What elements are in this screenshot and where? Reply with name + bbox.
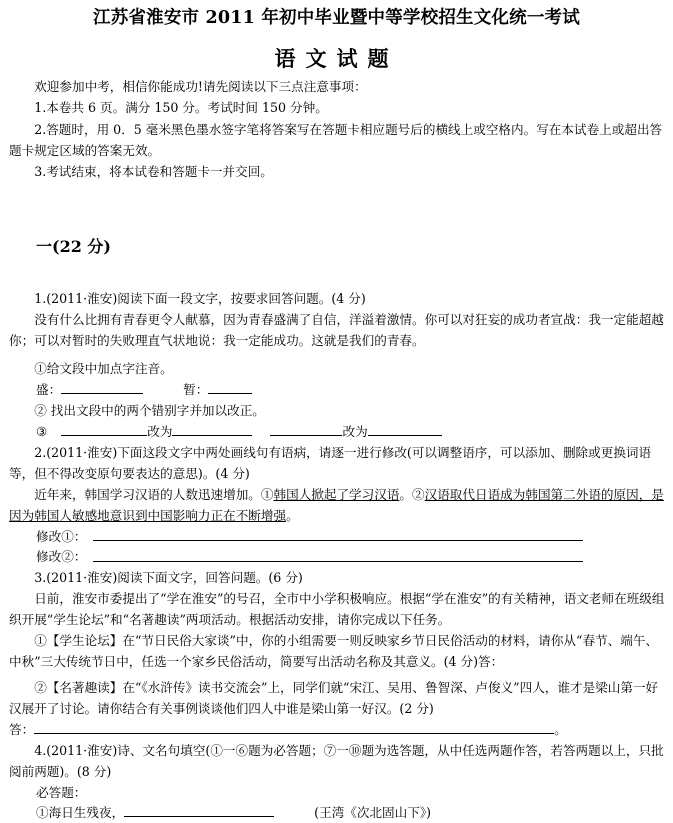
q3-sub2-answer-row [9, 719, 567, 740]
q2-fix1-answer-line[interactable] [93, 540, 583, 541]
q1-sub3-gai-2: 改为 [342, 424, 368, 439]
q2-underlined-sentence-2: 汉语取代日语成为韩国第二外语的原因，是因为韩国人敏感地意识到中国影响力正在不断增强 [9, 487, 664, 523]
q2-passage [9, 484, 665, 526]
q1-blank-b[interactable] [208, 380, 252, 394]
q1-sub3-row [36, 421, 442, 442]
q1-stem: 1.(2011·淮安)阅读下面一段文字，按要求回答问题。(4 分) [34, 291, 366, 306]
q2-fix2-label: 修改②： [36, 549, 87, 564]
q1-sub2: ② 找出文段中的两个错别字并加以改正。 [34, 403, 265, 418]
q1-sub1-answer-row [36, 379, 252, 400]
q1-sub3-gai-1: 改为 [147, 424, 173, 439]
q4-required-label: 必答题： [36, 785, 87, 800]
q2-underlined-sentence-1: 韩国人掀起了学习汉语 [273, 487, 400, 502]
q1-correct-char-2[interactable] [368, 422, 442, 436]
q1-sub1-label-a: 盛： [36, 382, 62, 397]
q4-line1-row [36, 802, 431, 823]
q3-stem: 3.(2011·淮安)阅读下面文字，回答问题。(6 分) [34, 570, 303, 585]
q1-correct-char-1[interactable] [172, 422, 252, 436]
q3-sub2-answer-label: 答： [9, 722, 35, 737]
q1-sub1: ①给文段中加点字注音。 [34, 361, 173, 376]
notice-item-1: 1.本卷共 6 页。满分 150 分。考试时间 150 分钟。 [34, 100, 328, 115]
q2-stem: 2.(2011·淮安)下面这段文字中两处画线句有语病，请逐一进行修改(可以调整语序，可以添加、删除或更换词语等，但不得改变原句要表达的意思)。(4 分) [9, 445, 652, 481]
q2-fix1-label: 修改①： [36, 529, 87, 544]
q1-sub1-label-b: 暂： [183, 382, 209, 397]
q1-wrong-char-1[interactable] [61, 422, 147, 436]
q1-blank-a[interactable] [61, 380, 143, 394]
q4-line1-source: (王湾《次北固山下》) [314, 805, 432, 820]
q3-passage: 日前，淮安市委提出了“学在淮安”的号召，全市中小学积极响应。根据“学在淮安”的有关精神，语文老师在班级组织开展“学生论坛”和“名著趣读”两项活动。根据活动安排，请你完成以下任务。 [9, 591, 665, 627]
q3-sub1: ①【学生论坛】在“节日民俗大家谈”中，你的小组需要一则反映家乡节日民俗活动的材料，请你从“春节、端午、中秋”三大传统节日中，任选一个家乡民俗活动，简要写出活动名称及其意义。(4 分)答： [9, 633, 659, 669]
notice-item-3: 3.考试结束，将本试卷和答题卡一并交回。 [34, 164, 273, 179]
q3-sub2-answer-line[interactable] [34, 720, 554, 734]
q3-sub2: ②【名著趣读】在“《水浒传》读书交流会”上，同学们就“宋江、吴用、鲁智深、卢俊义”四人，谁才是梁山第一好汉展开了讨论。请你结合有关事例谈谈他们四人中谁是梁山第一好汉。(2 分) [9, 680, 659, 716]
section-heading: 一(22 分) [36, 237, 111, 256]
q2-passage-mid: 。② [399, 487, 425, 502]
notice-intro: 欢迎参加中考，相信你能成功!请先阅读以下三点注意事项： [34, 79, 367, 94]
exam-subtitle: 语文试题 [274, 46, 399, 71]
q1-passage: 没有什么比拥有青春更令人献慕，因为青春盛满了自信，洋溢着激情。你可以对狂妄的成功者宣战：我一定能超越你；可以对暂时的失败理直气状地说：我一定能成功。这就是我们的青春。 [9, 312, 664, 348]
q4-line1-text: ①海日生残夜， [36, 805, 125, 820]
q2-passage-end: 。 [286, 508, 299, 523]
q1-wrong-char-2[interactable] [270, 422, 342, 436]
q2-fix2-answer-line[interactable] [93, 561, 583, 562]
q4-stem: 4.(2011·淮安)诗、文名句填空(①一⑥题为必答题；⑦一⑩题为选答题，从中任选两题作答，若答两题以上，只批阅前两题)。(8 分) [9, 743, 664, 779]
q3-sub2-answer-end: 。 [554, 722, 567, 737]
exam-title: 江苏省淮安市 2011 年初中毕业暨中等学校招生文化统一考试 [93, 8, 580, 28]
notice-item-2: 2.答题时，用 0．5 毫米黑色墨水签字笔将答案写在答题卡相应题号后的横线上或空格内。写在本试卷上或超出答题卡规定区域的答案无效。 [9, 122, 663, 158]
q1-sub3-num: ③ [36, 424, 48, 439]
q2-passage-pre: 近年来，韩国学习汉语的人数迅速增加。① [34, 487, 274, 502]
